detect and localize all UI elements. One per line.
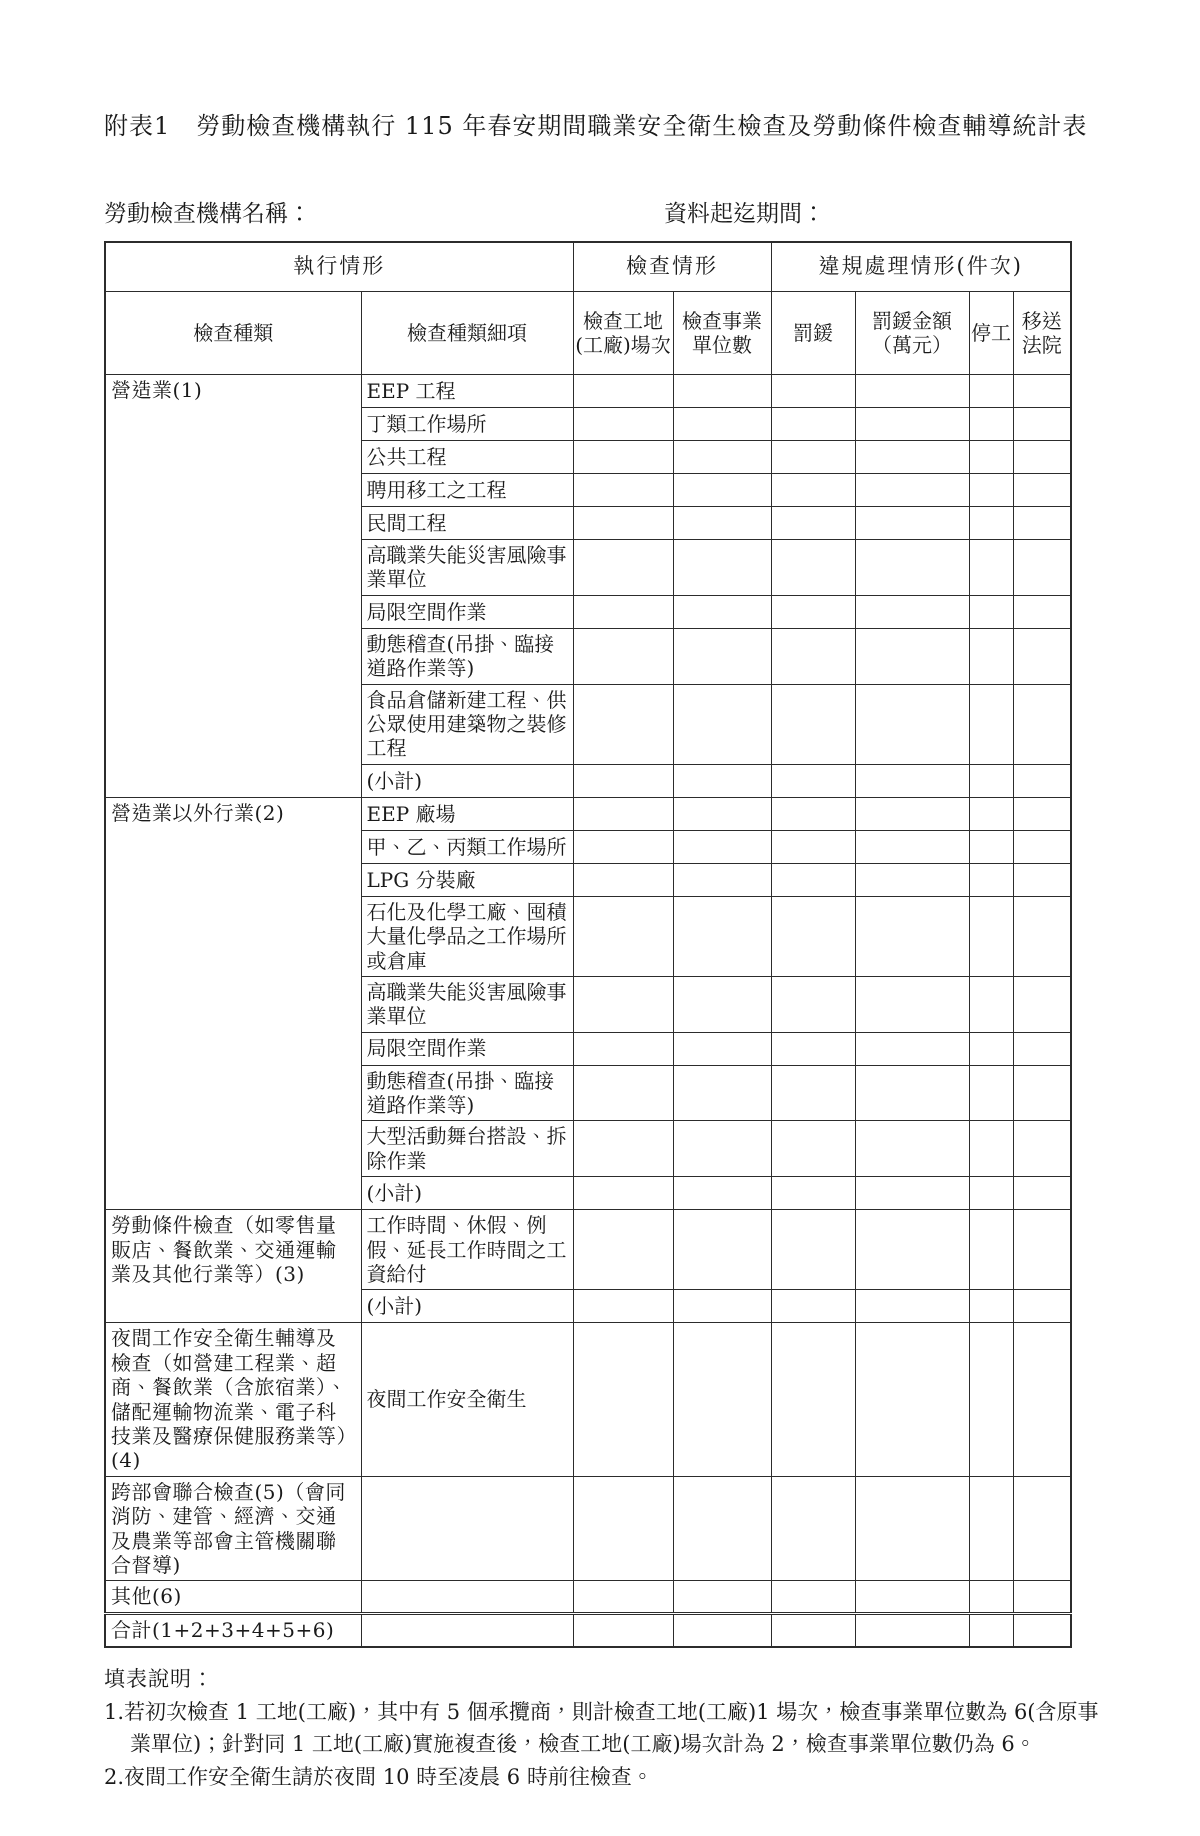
data-cell [673, 375, 771, 408]
note-item-2: 2.夜間工作安全衛生請於夜間 10 時至凌晨 6 時前往檢查。 [104, 1765, 653, 1790]
data-cell [1013, 540, 1071, 596]
item-cell: 石化及化學工廠、囤積大量化學品之工作場所或倉庫 [361, 896, 573, 976]
data-cell [673, 408, 771, 441]
item-cell: 動態稽查(吊掛、臨接道路作業等) [361, 1065, 573, 1121]
data-cell [573, 375, 673, 408]
data-cell [573, 976, 673, 1032]
data-cell [771, 441, 855, 474]
item-cell: EEP 廠場 [361, 797, 573, 830]
data-cell [673, 1614, 771, 1647]
data-cell [673, 896, 771, 976]
col-header-fine: 罰鍰 [771, 292, 855, 375]
data-cell [673, 764, 771, 797]
header-columns-row [105, 292, 1071, 375]
category-cell: 跨部會聯合檢查(5)（會同消防、建管、經濟、交通及農業等部會主管機關聯合督導) [105, 1476, 361, 1581]
data-cell [855, 830, 969, 863]
data-cell [969, 830, 1013, 863]
item-cell: 聘用移工之工程 [361, 474, 573, 507]
data-cell [673, 1323, 771, 1476]
item-cell [361, 1614, 573, 1647]
data-cell [969, 1614, 1013, 1647]
data-cell [1013, 1065, 1071, 1121]
data-cell [673, 474, 771, 507]
data-cell [855, 797, 969, 830]
data-cell [1013, 1581, 1071, 1614]
data-cell [1013, 797, 1071, 830]
data-cell [673, 628, 771, 684]
data-cell [969, 896, 1013, 976]
data-cell [771, 474, 855, 507]
data-cell [673, 976, 771, 1032]
data-cell [855, 474, 969, 507]
data-cell [1013, 474, 1071, 507]
header-violation: 違規處理情形(件次) [771, 242, 1071, 292]
data-cell [855, 408, 969, 441]
data-cell [771, 863, 855, 896]
data-cell [771, 976, 855, 1032]
data-cell [1013, 1323, 1071, 1476]
data-cell [1013, 684, 1071, 764]
data-cell [771, 1032, 855, 1065]
data-cell [969, 797, 1013, 830]
data-cell [969, 1210, 1013, 1290]
data-cell [573, 830, 673, 863]
data-cell [969, 1177, 1013, 1210]
data-cell [673, 441, 771, 474]
data-cell [573, 507, 673, 540]
data-cell [573, 896, 673, 976]
data-cell [855, 507, 969, 540]
data-cell [771, 797, 855, 830]
data-cell [1013, 1121, 1071, 1177]
data-cell [573, 797, 673, 830]
data-cell [969, 507, 1013, 540]
data-cell [855, 1032, 969, 1065]
item-cell: 局限空間作業 [361, 595, 573, 628]
header-execution: 執行情形 [105, 242, 573, 292]
statistics-table [104, 241, 1072, 1648]
col-header-court-referral: 移送法院 [1013, 292, 1071, 375]
data-cell [771, 1065, 855, 1121]
data-cell [1013, 628, 1071, 684]
item-cell: EEP 工程 [361, 375, 573, 408]
data-cell [855, 1210, 969, 1290]
category-cell: 勞動條件檢查（如零售量販店、餐飲業、交通運輸業及其他行業等）(3) [105, 1210, 361, 1323]
data-cell [771, 830, 855, 863]
data-cell [573, 474, 673, 507]
col-header-stop-work: 停工 [969, 292, 1013, 375]
data-cell [771, 1323, 855, 1476]
data-cell [573, 1323, 673, 1476]
data-cell [771, 1581, 855, 1614]
data-cell [573, 1065, 673, 1121]
data-cell [855, 1614, 969, 1647]
data-cell [969, 684, 1013, 764]
category-cell: 夜間工作安全衛生輔導及檢查（如營建工程業、超商、餐飲業（含旅宿業）、儲配運輸物流業、電子科技業及醫療保健服務業等）(4) [105, 1323, 361, 1476]
data-cell [573, 1177, 673, 1210]
data-cell [855, 441, 969, 474]
data-cell [969, 764, 1013, 797]
data-cell [855, 595, 969, 628]
item-cell: 局限空間作業 [361, 1032, 573, 1065]
item-cell: 食品倉儲新建工程、供公眾使用建築物之裝修工程 [361, 684, 573, 764]
data-cell [673, 1581, 771, 1614]
data-cell [573, 1614, 673, 1647]
data-cell [969, 1121, 1013, 1177]
item-cell: 民間工程 [361, 507, 573, 540]
data-cell [673, 507, 771, 540]
header-inspection: 檢查情形 [573, 242, 771, 292]
data-cell [969, 1476, 1013, 1581]
data-cell [573, 1581, 673, 1614]
data-cell [573, 441, 673, 474]
data-cell [771, 375, 855, 408]
data-cell [573, 684, 673, 764]
data-cell [855, 976, 969, 1032]
data-cell [573, 1290, 673, 1323]
data-cell [673, 797, 771, 830]
data-cell [1013, 1210, 1071, 1290]
data-cell [1013, 976, 1071, 1032]
item-cell: (小計) [361, 1290, 573, 1323]
item-cell: (小計) [361, 764, 573, 797]
data-cell [673, 1065, 771, 1121]
data-cell [573, 595, 673, 628]
data-cell [771, 628, 855, 684]
item-cell: 高職業失能災害風險事業單位 [361, 540, 573, 596]
data-cell [573, 764, 673, 797]
data-cell [673, 1290, 771, 1323]
data-cell [1013, 408, 1071, 441]
data-cell [771, 540, 855, 596]
data-cell [969, 863, 1013, 896]
data-cell [969, 441, 1013, 474]
data-cell [673, 863, 771, 896]
data-cell [969, 628, 1013, 684]
data-cell [855, 1581, 969, 1614]
item-cell: 大型活動舞台搭設、拆除作業 [361, 1121, 573, 1177]
data-cell [573, 1476, 673, 1581]
item-cell: 動態稽查(吊掛、臨接道路作業等) [361, 628, 573, 684]
data-cell [855, 628, 969, 684]
data-cell [573, 1032, 673, 1065]
data-cell [1013, 764, 1071, 797]
table-body [105, 375, 1071, 1647]
data-cell [771, 1210, 855, 1290]
data-cell [573, 540, 673, 596]
data-cell [573, 1121, 673, 1177]
table-row [105, 1614, 1071, 1647]
data-cell [1013, 1476, 1071, 1581]
period-label: 資料起迄期間： [664, 201, 825, 227]
data-cell [855, 1121, 969, 1177]
item-cell [361, 1476, 573, 1581]
data-cell [771, 764, 855, 797]
data-cell [969, 976, 1013, 1032]
data-cell [969, 1065, 1013, 1121]
data-cell [1013, 1614, 1071, 1647]
data-cell [573, 628, 673, 684]
data-cell [771, 684, 855, 764]
data-cell [573, 1210, 673, 1290]
notes-section [104, 1664, 1114, 1794]
data-cell [1013, 375, 1071, 408]
col-header-site-count: 檢查工地(工廠)場次 [573, 292, 673, 375]
data-cell [1013, 1290, 1071, 1323]
col-header-fine-amount: 罰鍰金額（萬元） [855, 292, 969, 375]
data-cell [969, 595, 1013, 628]
item-cell: 公共工程 [361, 441, 573, 474]
category-cell: 合計(1+2+3+4+5+6) [105, 1614, 361, 1647]
data-cell [1013, 441, 1071, 474]
data-cell [673, 595, 771, 628]
agency-name-label: 勞動檢查機構名稱： [104, 201, 311, 227]
table-row [105, 1210, 1071, 1290]
data-cell [1013, 830, 1071, 863]
category-cell: 營造業以外行業(2) [105, 797, 361, 1210]
data-cell [771, 595, 855, 628]
data-cell [855, 1290, 969, 1323]
category-cell: 營造業(1) [105, 375, 361, 798]
data-cell [969, 1323, 1013, 1476]
title-text: 勞動檢查機構執行 115 年春安期間職業安全衛生檢查及勞動條件檢查輔導統計表 [196, 112, 1088, 140]
data-cell [771, 1476, 855, 1581]
table-row [105, 1476, 1071, 1581]
data-cell [969, 1032, 1013, 1065]
data-cell [855, 375, 969, 408]
data-cell [855, 1177, 969, 1210]
data-cell [771, 1290, 855, 1323]
data-cell [855, 1323, 969, 1476]
col-header-inspection-subtype: 檢查種類細項 [361, 292, 573, 375]
data-cell [1013, 863, 1071, 896]
data-cell [771, 1614, 855, 1647]
data-cell [673, 1121, 771, 1177]
data-cell [1013, 507, 1071, 540]
data-cell [855, 863, 969, 896]
item-cell: 工作時間、休假、例假、延長工作時間之工資給付 [361, 1210, 573, 1290]
item-cell: 甲、乙、丙類工作場所 [361, 830, 573, 863]
data-cell [673, 1177, 771, 1210]
document-title [104, 106, 1104, 141]
data-cell [855, 540, 969, 596]
table-header [105, 242, 1071, 375]
data-cell [855, 764, 969, 797]
data-cell [573, 863, 673, 896]
note-item-1: 1.若初次檢查 1 工地(工廠)，其中有 5 個承攬商，則計檢查工地(工廠)1 場次，檢查事業單位數為 6(含原事業單位)；針對同 1 工地(工廠)實施複查後，檢查工地(工廠)場次計為 2，檢查事業單位數仍為 6。 [104, 1700, 1099, 1756]
data-cell [1013, 595, 1071, 628]
data-cell [673, 684, 771, 764]
meta-row [104, 195, 1104, 229]
header-group-row [105, 242, 1071, 292]
data-cell [673, 1210, 771, 1290]
item-cell: (小計) [361, 1177, 573, 1210]
data-cell [969, 1290, 1013, 1323]
data-cell [969, 1581, 1013, 1614]
data-cell [1013, 1177, 1071, 1210]
table-row [105, 375, 1071, 408]
data-cell [855, 896, 969, 976]
data-cell [969, 474, 1013, 507]
data-cell [573, 408, 673, 441]
data-cell [771, 896, 855, 976]
item-cell: 夜間工作安全衛生 [361, 1323, 573, 1476]
data-cell [855, 1065, 969, 1121]
item-cell: LPG 分裝廠 [361, 863, 573, 896]
data-cell [673, 1476, 771, 1581]
data-cell [1013, 1032, 1071, 1065]
table-row [105, 1581, 1071, 1614]
data-cell [969, 540, 1013, 596]
data-cell [969, 408, 1013, 441]
col-header-inspection-type: 檢查種類 [105, 292, 361, 375]
item-cell: 丁類工作場所 [361, 408, 573, 441]
data-cell [673, 540, 771, 596]
data-cell [855, 1476, 969, 1581]
table-row [105, 1323, 1071, 1476]
data-cell [855, 684, 969, 764]
data-cell [771, 1121, 855, 1177]
data-cell [771, 507, 855, 540]
data-cell [771, 408, 855, 441]
data-cell [1013, 896, 1071, 976]
table-row [105, 797, 1071, 830]
category-cell: 其他(6) [105, 1581, 361, 1614]
table-number: 附表1 [104, 112, 171, 140]
item-cell: 高職業失能災害風險事業單位 [361, 976, 573, 1032]
data-cell [771, 1177, 855, 1210]
notes-title: 填表說明： [104, 1666, 214, 1691]
data-cell [969, 375, 1013, 408]
col-header-unit-count: 檢查事業單位數 [673, 292, 771, 375]
data-cell [673, 1032, 771, 1065]
item-cell [361, 1581, 573, 1614]
data-cell [673, 830, 771, 863]
